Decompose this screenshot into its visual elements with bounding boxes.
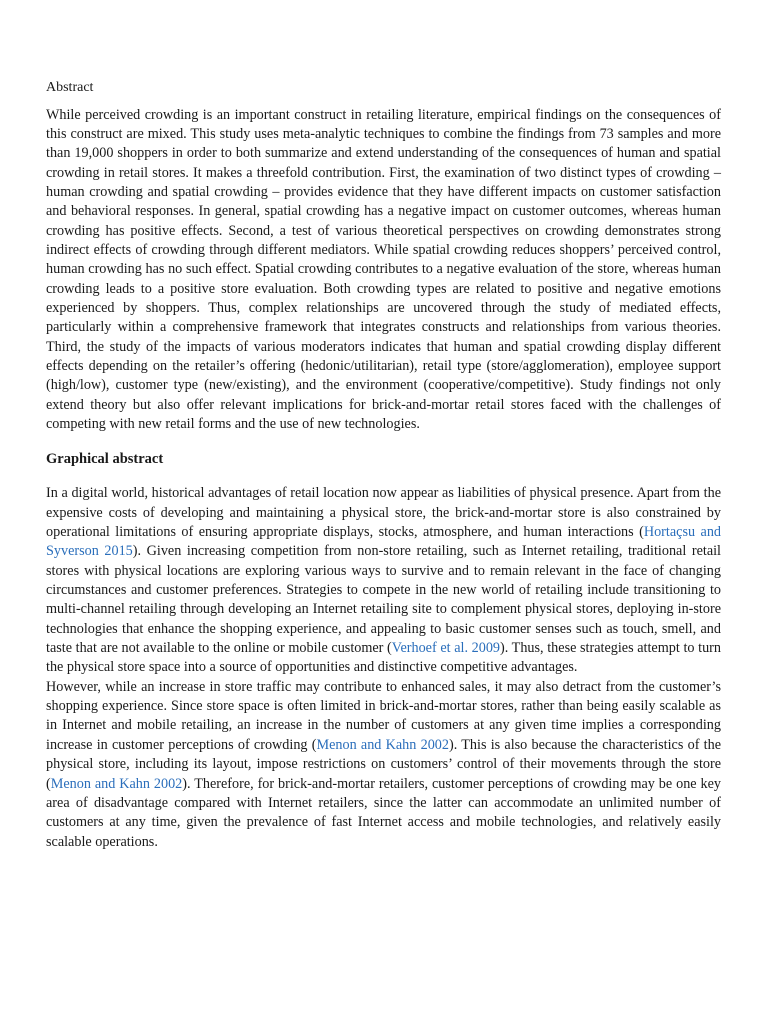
paragraph-text: ). Therefore, for brick-and-mortar retailers, customer perceptions of crowding may be one key area of disadvantage compared with Internet retailers, since the latter can accommodate an unlimited number of customers at any time, given the prevalence of fast Internet access and mobile technologies, and relatively easily scalable operations. <box>46 775 721 850</box>
paragraph-text: ). This is also because the characteristics of the physical store, including its layout, impose restrictions on customers’ control of their movements through the store ( <box>46 736 721 792</box>
paragraph-text: ). Given increasing competition from non-store retailing, such as Internet retailing, traditional retail stores with physical locations are exploring various ways to survive and to remain relevant in the face of changing circumstances and customer preferences. Strategies to compete in the new world of retailing include transitioning to multi-channel retailing through developing an Internet retailing site to complement physical stores, deploying in-store technologies that enhance the shopping experience, and appealing to basic customer senses such as touch, smell, and taste that are not available to the online or mobile customer ( <box>46 543 722 657</box>
graphical-abstract-paragraph-1 <box>46 484 721 677</box>
paragraph-text: ). Thus, these strategies attempt to turn the physical store space into a source of opportunities and distinctive competitive advantages. <box>46 640 721 676</box>
abstract-heading: Abstract <box>46 80 94 95</box>
citation-link-menon-kahn[interactable]: Menon and Kahn 2002 <box>316 736 449 753</box>
citation-link-verhoef[interactable]: Verhoef et al. 2009 <box>391 640 501 657</box>
graphical-abstract-paragraph-2 <box>46 678 721 852</box>
article-page <box>46 78 721 852</box>
citation-link-menon-kahn[interactable]: Menon and Kahn 2002 <box>50 775 183 792</box>
graphical-abstract-heading: Graphical abstract <box>46 451 164 468</box>
paragraph-text: In a digital world, historical advantages of retail location now appear as liabilities of physical presence. Apart from the expensive costs of developing and maintaining a physical store, the brick-and-mortar store is also constrained by operational limitations of ensuring appropriate displays, stocks, atmosphere, and human interactions ( <box>46 485 721 541</box>
paragraph-text: However, while an increase in store traffic may contribute to enhanced sales, it may also detract from the customer’s shopping experience. Since store space is often limited in brick-and-mortar stores, rather than being easily scalable as in Internet and mobile retailing, an increase in the number of customers at any given time implies a corresponding increase in customer perceptions of crowding ( <box>46 678 721 753</box>
citation-link-hortacsu-syverson[interactable]: Hortaçsu and Syverson 2015 <box>46 524 722 560</box>
abstract-paragraph: While perceived crowding is an important construct in retailing literature, empirical findings on the consequences of this construct are mixed. This study uses meta-analytic techniques to combine the findings from 73 samples and more than 19,000 shoppers in order to both summarize and extend understanding of the consequences of human and spatial crowding in retail stores. It makes a threefold contribution. First, the examination of two distinct types of crowding – human crowding and spatial crowding – provides evidence that they have different impacts on customer satisfaction and behavioral responses. In general, spatial crowding has a negative impact on customer outcomes, whereas human crowding has positive effects. Second, a test of various theoretical perspectives on crowding demonstrates strong indirect effects of crowding through different mediators. While spatial crowding reduces shoppers’ perceived control, human crowding has no such effect. Spatial crowding contributes to a negative evaluation of the store, whereas human crowding leads to a positive store evaluation. Both crowding types are related to positive and negative emotions experienced by shoppers. Thus, complex relationships are uncovered through the study of mediated effects, particularly within a comprehensive framework that integrates constructs and relationships from various theories. Third, the study of the impacts of various moderators indicates that human and spatial crowding display different effects depending on the retailer’s offering (hedonic/utilitarian), retail type (store/agglomeration), employee support (high/low), customer type (new/existing), and the environment (cooperative/competitive). Study findings not only extend theory but also offer relevant implications for brick-and-mortar retail stores faced with the challenges of competing with new retail forms and the use of new technologies. <box>46 106 721 432</box>
